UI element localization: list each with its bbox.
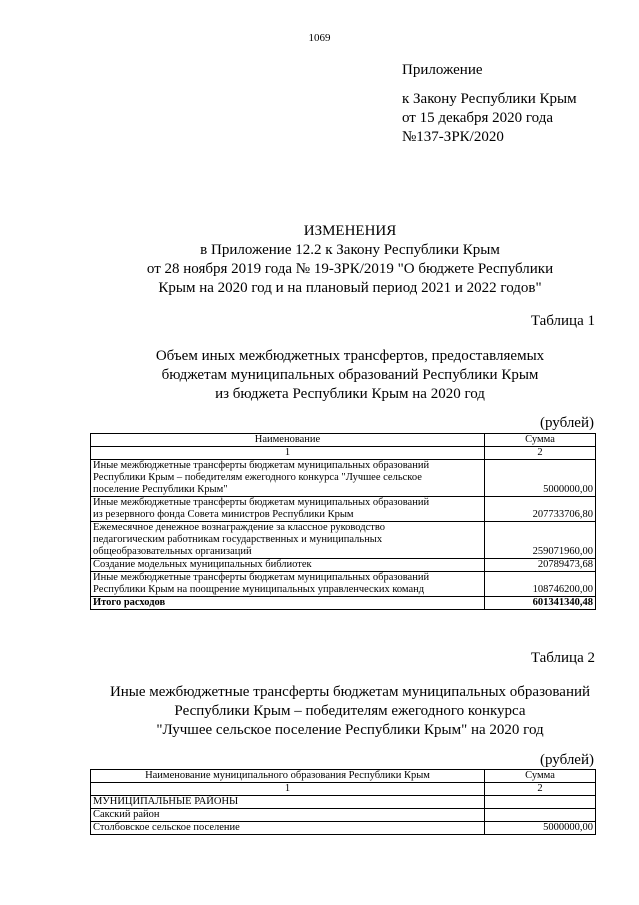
row-name-line: Республики Крым на поощрение муниципальных управленческих команд bbox=[93, 584, 425, 595]
appendix-number: №137-ЗРК/2020 bbox=[402, 129, 504, 145]
appendix-label: Приложение bbox=[402, 62, 483, 78]
row-name bbox=[91, 522, 485, 559]
table1-header-row bbox=[91, 434, 596, 447]
row-name-line: Республики Крым – победителям ежегодного конкурса "Лучшее сельское bbox=[93, 472, 422, 483]
appendix-block bbox=[402, 61, 577, 147]
table2-title-line-2: Республики Крым – победителям ежегодного конкурса bbox=[174, 703, 526, 719]
row-name: Столбовское сельское поселение bbox=[91, 822, 485, 835]
table2-index-2: 2 bbox=[485, 783, 596, 796]
table2-header-sum: Сумма bbox=[485, 770, 596, 783]
row-name bbox=[91, 572, 485, 597]
table-row bbox=[91, 809, 596, 822]
table-row bbox=[91, 822, 596, 835]
row-name: Сакский район bbox=[91, 809, 485, 822]
appendix-law-ref: к Закону Республики Крым bbox=[402, 91, 577, 107]
row-name bbox=[91, 497, 485, 522]
table1-total-row bbox=[91, 597, 596, 610]
table2-title-line-1: Иные межбюджетные трансферты бюджетам муниципальных образований bbox=[109, 684, 591, 700]
table-row bbox=[91, 559, 596, 572]
table-row bbox=[91, 522, 596, 559]
page-number: 1069 bbox=[308, 32, 331, 44]
title-line-2: в Приложение 12.2 к Закону Республики Крым bbox=[200, 242, 500, 258]
table1-title-line-3: из бюджета Республики Крым на 2020 год bbox=[215, 386, 485, 402]
appendix-date: от 15 декабря 2020 года bbox=[402, 110, 554, 126]
table2-title-line-3: "Лучшее сельское поселение Республики Крым" на 2020 год bbox=[156, 722, 544, 738]
table1-title-line-1: Объем иных межбюджетных трансфертов, предоставляемых bbox=[155, 348, 545, 364]
table-row bbox=[91, 572, 596, 597]
row-name-line: Создание модельных муниципальных библиотек bbox=[93, 559, 312, 570]
row-name-line: общеобразовательных организаций bbox=[93, 546, 252, 557]
table2 bbox=[90, 769, 596, 835]
row-name: МУНИЦИПАЛЬНЫЕ РАЙОНЫ bbox=[91, 796, 485, 809]
row-name-line: Иные межбюджетные трансферты бюджетам муниципальных образований bbox=[93, 572, 430, 583]
row-sum: 20789473,68 bbox=[485, 559, 596, 572]
document-title bbox=[70, 222, 630, 298]
row-name bbox=[91, 460, 485, 497]
row-name-line: Ежемесячное денежное вознаграждение за классное руководство bbox=[93, 522, 385, 533]
row-sum: 108746200,00 bbox=[485, 572, 596, 597]
row-name bbox=[91, 559, 485, 572]
table1-header-sum: Сумма bbox=[485, 434, 596, 447]
total-sum: 601341340,48 bbox=[485, 597, 596, 610]
row-name-line: педагогическим работникам государственных и муниципальных bbox=[93, 534, 383, 545]
total-label: Итого расходов bbox=[91, 597, 485, 610]
row-sum: 259071960,00 bbox=[485, 522, 596, 559]
row-sum: 5000000,00 bbox=[485, 460, 596, 497]
table2-index-row bbox=[91, 783, 596, 796]
table1-index-1: 1 bbox=[91, 447, 485, 460]
table2-title bbox=[70, 683, 630, 740]
table2-header-row bbox=[91, 770, 596, 783]
table1-title bbox=[70, 347, 630, 404]
table1-index-2: 2 bbox=[485, 447, 596, 460]
row-sum bbox=[485, 796, 596, 809]
table2-number: Таблица 2 bbox=[530, 650, 595, 666]
row-name-line: Иные межбюджетные трансферты бюджетам муниципальных образований bbox=[93, 497, 430, 508]
table1-index-row bbox=[91, 447, 596, 460]
table1-unit: (рублей) bbox=[539, 415, 594, 431]
table1-title-line-2: бюджетам муниципальных образований Республики Крым bbox=[161, 367, 539, 383]
title-line-1: ИЗМЕНЕНИЯ bbox=[303, 223, 397, 239]
row-sum: 207733706,80 bbox=[485, 497, 596, 522]
table-row bbox=[91, 460, 596, 497]
title-line-3: от 28 ноября 2019 года № 19-ЗРК/2019 "О бюджете Республики bbox=[146, 261, 554, 277]
table1-header-name: Наименование bbox=[91, 434, 485, 447]
row-name-line: поселение Республики Крым" bbox=[93, 484, 228, 495]
row-name-line: из резервного фонда Совета министров Республики Крым bbox=[93, 509, 354, 520]
title-line-4: Крым на 2020 год и на плановый период 2021 и 2022 годов" bbox=[158, 280, 542, 296]
table1-number: Таблица 1 bbox=[530, 313, 595, 329]
table2-index-1: 1 bbox=[91, 783, 485, 796]
table-row bbox=[91, 497, 596, 522]
row-sum: 5000000,00 bbox=[485, 822, 596, 835]
table2-header-name: Наименование муниципального образования Республики Крым bbox=[91, 770, 485, 783]
table-row bbox=[91, 796, 596, 809]
row-sum bbox=[485, 809, 596, 822]
row-name-line: Иные межбюджетные трансферты бюджетам муниципальных образований bbox=[93, 460, 430, 471]
table1 bbox=[90, 433, 596, 610]
table2-unit: (рублей) bbox=[539, 752, 594, 768]
